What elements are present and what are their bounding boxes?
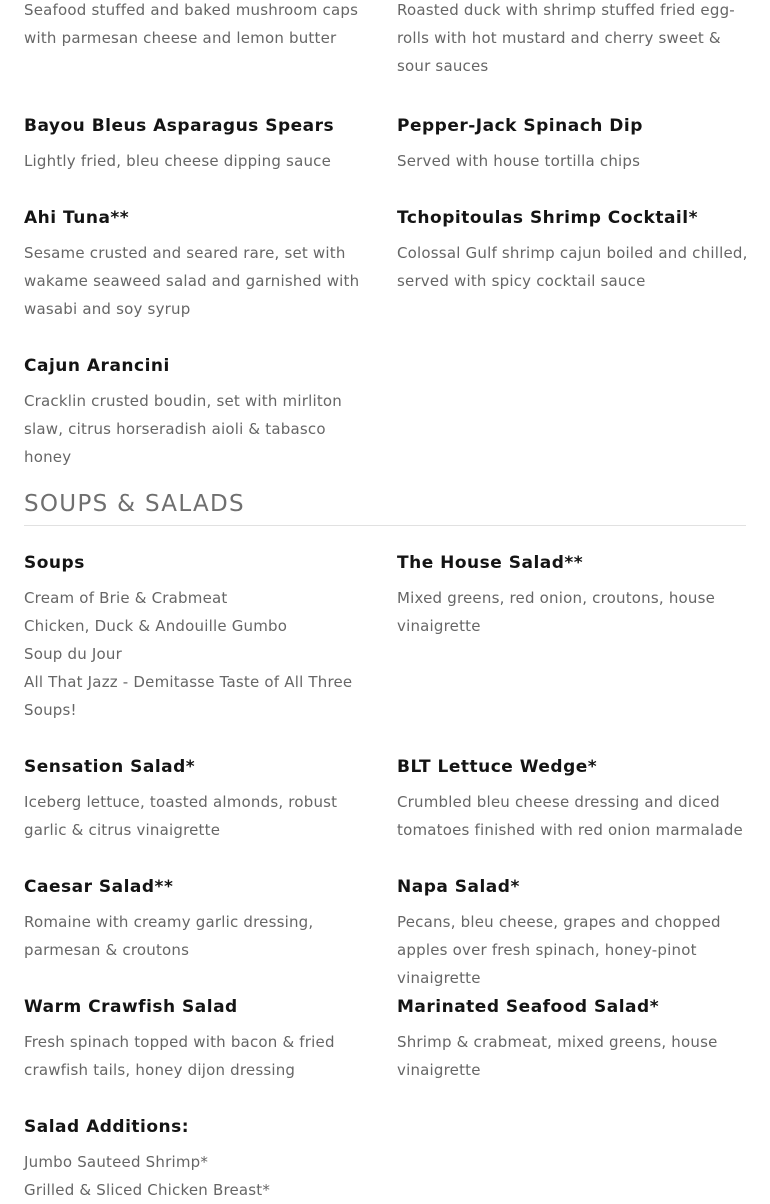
menu-item-spinach-dip [397,115,749,175]
item-title: Cajun Arancini [24,356,170,376]
addition-option: Jumbo Sauteed Shrimp* [24,1153,209,1171]
item-title: Sensation Salad* [24,757,196,777]
item-description: Shrimp & crabmeat, mixed greens, house vinaigrette [397,1033,718,1079]
soup-option: Cream of Brie & Crabmeat [24,589,228,607]
item-title: Salad Additions: [24,1117,190,1137]
section-heading-soups-salads: SOUPS & SALADS [24,491,245,517]
item-title: Soups [24,553,85,573]
item-description: Colossal Gulf shrimp cajun boiled and chilled, served with spicy cocktail sauce [397,244,748,290]
item-description: Mixed greens, red onion, croutons, house vinaigrette [397,589,716,635]
soup-option: All That Jazz - Demitasse Taste of All Three Soups! [24,673,353,719]
item-description: Iceberg lettuce, toasted almonds, robust garlic & citrus vinaigrette [24,793,338,839]
item-title: Marinated Seafood Salad* [397,997,660,1017]
menu-item-soups [24,552,376,724]
menu-item-sensation-salad [24,756,376,844]
item-title: Caesar Salad** [24,877,174,897]
item-title: BLT Lettuce Wedge* [397,757,598,777]
item-description: Seafood stuffed and baked mushroom caps with parmesan cheese and lemon butter [24,1,359,47]
item-description: Pecans, bleu cheese, grapes and chopped apples over fresh spinach, honey-pinot vinaigrette [397,913,721,987]
menu-item-ahi-tuna [24,207,376,323]
item-description: Cracklin crusted boudin, set with mirliton slaw, citrus horseradish aioli & tabasco honey [24,392,342,466]
addition-option: Grilled & Sliced Chicken Breast* [24,1181,271,1199]
section-divider [24,525,746,526]
item-description: Roasted duck with shrimp stuffed fried egg-rolls with hot mustard and cherry sweet & sour sauces [397,1,735,75]
soup-option: Soup du Jour [24,645,122,663]
menu-item-duck-egg-rolls [397,0,749,80]
menu-item-cajun-arancini [24,355,376,471]
menu-item-salad-additions [24,1116,376,1204]
menu-item-napa-salad [397,876,749,992]
menu-item-seafood-salad [397,996,749,1084]
menu-item-blt-wedge [397,756,749,844]
menu-item-caesar-salad [24,876,376,964]
item-description: Romaine with creamy garlic dressing, parmesan & croutons [24,913,314,959]
item-title: The House Salad** [397,553,584,573]
soup-option: Chicken, Duck & Andouille Gumbo [24,617,288,635]
item-description: Served with house tortilla chips [397,152,641,170]
item-title: Napa Salad* [397,877,520,897]
item-description: Lightly fried, bleu cheese dipping sauce [24,152,332,170]
item-description: Fresh spinach topped with bacon & fried crawfish tails, honey dijon dressing [24,1033,335,1079]
menu-item-stuffed-mushrooms [24,0,376,52]
item-title: Tchopitoulas Shrimp Cocktail* [397,208,698,228]
item-description: Crumbled bleu cheese dressing and diced tomatoes finished with red onion marmalade [397,793,743,839]
item-title: Warm Crawfish Salad [24,997,238,1017]
menu-item-crawfish-salad [24,996,376,1084]
item-title: Pepper-Jack Spinach Dip [397,116,643,136]
menu-item-shrimp-cocktail [397,207,749,295]
item-description [24,584,376,724]
item-description: Sesame crusted and seared rare, set with wakame seaweed salad and garnished with wasabi and soy syrup [24,244,360,318]
item-title: Bayou Bleus Asparagus Spears [24,116,335,136]
menu-item-asparagus-spears [24,115,376,175]
item-title: Ahi Tuna** [24,208,130,228]
menu-item-house-salad [397,552,749,640]
